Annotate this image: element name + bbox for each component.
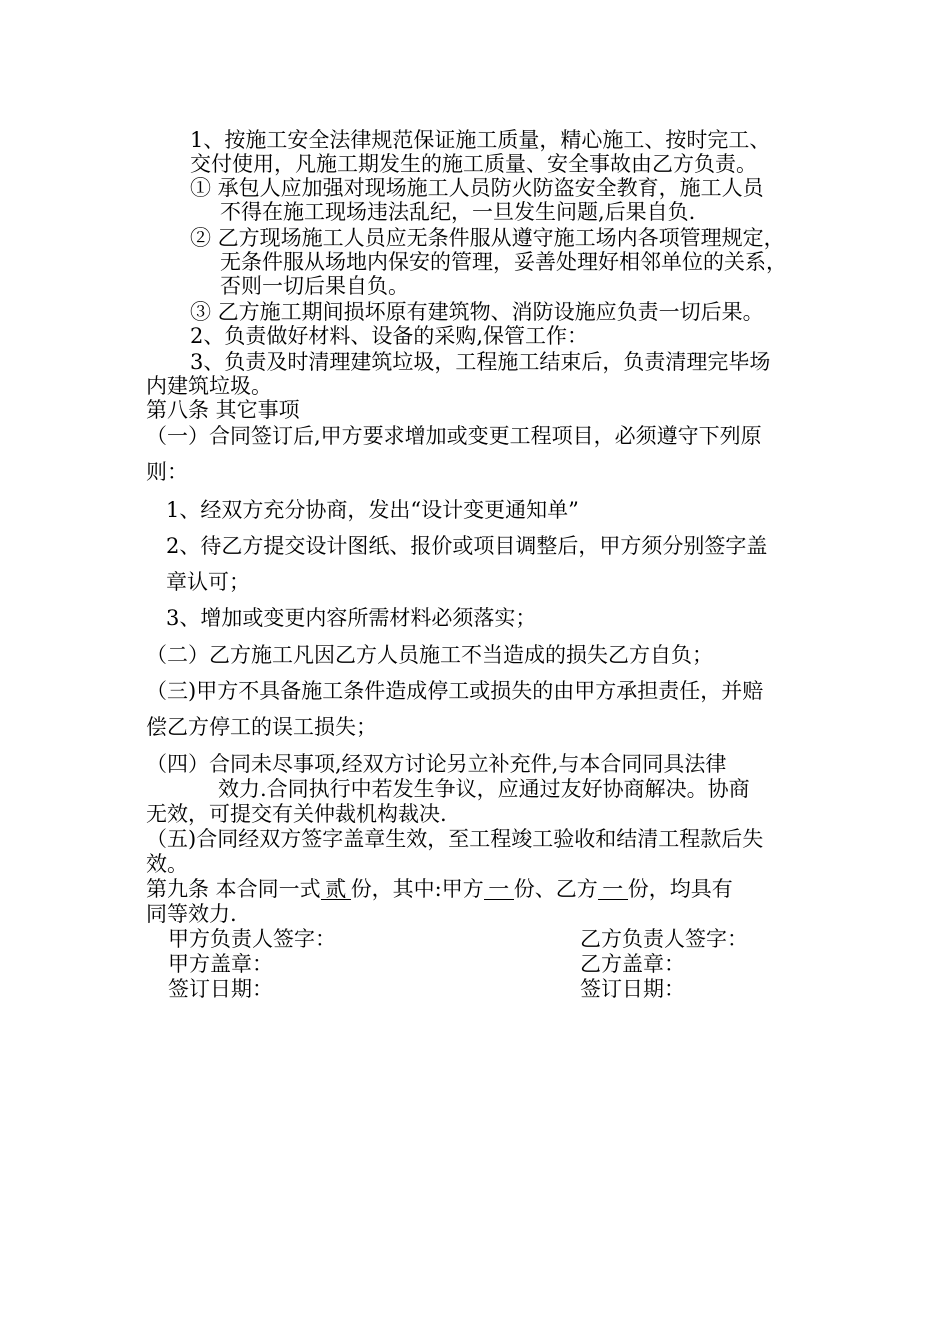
article-8-p1-item-2-line-2: 章认可； bbox=[166, 570, 250, 594]
duty-sub-1-line-1: ① 承包人应加强对现场施工人员防火防盗安全教育，施工人员 bbox=[190, 176, 764, 200]
article-9-mid-2: 份、乙方 bbox=[513, 877, 598, 901]
article-9-line-1 bbox=[146, 877, 733, 901]
article-9-copies-a: 一 bbox=[484, 879, 514, 900]
party-b-signature-label: 乙方负责人签字： bbox=[580, 927, 748, 951]
article-8-p4-line-3: 无效，可提交有关仲裁机构裁决. bbox=[146, 802, 447, 826]
article-8-heading: 第八条 其它事项 bbox=[146, 398, 300, 422]
duty-item-2: 2、负责做好材料、设备的采购,保管工作： bbox=[190, 324, 589, 348]
article-8-p5-line-1: （五)合同经双方签字盖章生效，至工程竣工验收和结清工程款后失 bbox=[146, 827, 764, 851]
duty-sub-1-line-2: 不得在施工现场违法乱纪，一旦发生问题,后果自负. bbox=[220, 200, 696, 224]
article-9-copies-b: 一 bbox=[598, 879, 628, 900]
article-8-p5-line-2: 效。 bbox=[146, 852, 188, 876]
duty-sub-2-line-3: 否则一切后果自负。 bbox=[220, 274, 409, 298]
article-9-mid-1: 份，其中:甲方 bbox=[350, 877, 484, 901]
article-9-line-2: 同等效力. bbox=[146, 902, 237, 926]
article-8-p4-line-2: 效力.合同执行中若发生争议，应通过友好协商解决。协商 bbox=[218, 777, 750, 801]
duty-sub-2-line-2: 无条件服从场地内保安的管理，妥善处理好相邻单位的关系， bbox=[220, 250, 787, 274]
article-8-p1-item-2-line-1: 2、待乙方提交设计图纸、报价或项目调整后，甲方须分别签字盖 bbox=[166, 534, 768, 558]
article-8-p3-line-1: （三)甲方不具备施工条件造成停工或损失的由甲方承担责任，并赔 bbox=[146, 679, 764, 703]
article-8-p2: （二）乙方施工凡因乙方人员施工不当造成的损失乙方自负； bbox=[146, 643, 713, 667]
article-9-prefix: 第九条 本合同一式 bbox=[146, 877, 321, 901]
duty-item-1-line-1: 1、按施工安全法律规范保证施工质量，精心施工、按时完工、 bbox=[190, 128, 771, 152]
party-a-signature-label: 甲方负责人签字： bbox=[168, 927, 336, 951]
duty-sub-2-line-1: ② 乙方现场施工人员应无条件服从遵守施工场内各项管理规定， bbox=[190, 226, 785, 250]
party-a-seal-label: 甲方盖章： bbox=[168, 952, 273, 976]
article-8-p1-line-1: （一）合同签订后,甲方要求增加或变更工程项目，必须遵守下列原 bbox=[146, 424, 762, 448]
party-b-seal-label: 乙方盖章： bbox=[580, 952, 685, 976]
article-8-p4-line-1: （四）合同未尽事项,经双方讨论另立补充件,与本合同同具法律 bbox=[146, 752, 727, 776]
duty-item-1-line-2: 交付使用，凡施工期发生的施工质量、安全事故由乙方负责。 bbox=[190, 152, 757, 176]
party-a-date-label: 签订日期： bbox=[168, 977, 273, 1001]
duty-item-3-line-1: 3、负责及时清理建筑垃圾，工程施工结束后，负责清理完毕场 bbox=[190, 350, 771, 374]
article-9-suffix: 份，均具有 bbox=[627, 877, 733, 901]
duty-item-3-line-2: 内建筑垃圾。 bbox=[146, 374, 272, 398]
article-9-copies-total: 贰 bbox=[321, 879, 351, 900]
article-8-p3-line-2: 偿乙方停工的误工损失； bbox=[146, 715, 377, 739]
duty-sub-3-line-1: ③ 乙方施工期间损坏原有建筑物、消防设施应负责一切后果。 bbox=[190, 300, 764, 324]
party-b-date-label: 签订日期： bbox=[580, 977, 685, 1001]
article-8-p1-item-1: 1、经双方充分协商，发出“设计变更通知单” bbox=[166, 498, 579, 522]
article-8-p1-line-2: 则： bbox=[146, 460, 188, 484]
article-8-p1-item-3: 3、增加或变更内容所需材料必须落实； bbox=[166, 606, 537, 630]
